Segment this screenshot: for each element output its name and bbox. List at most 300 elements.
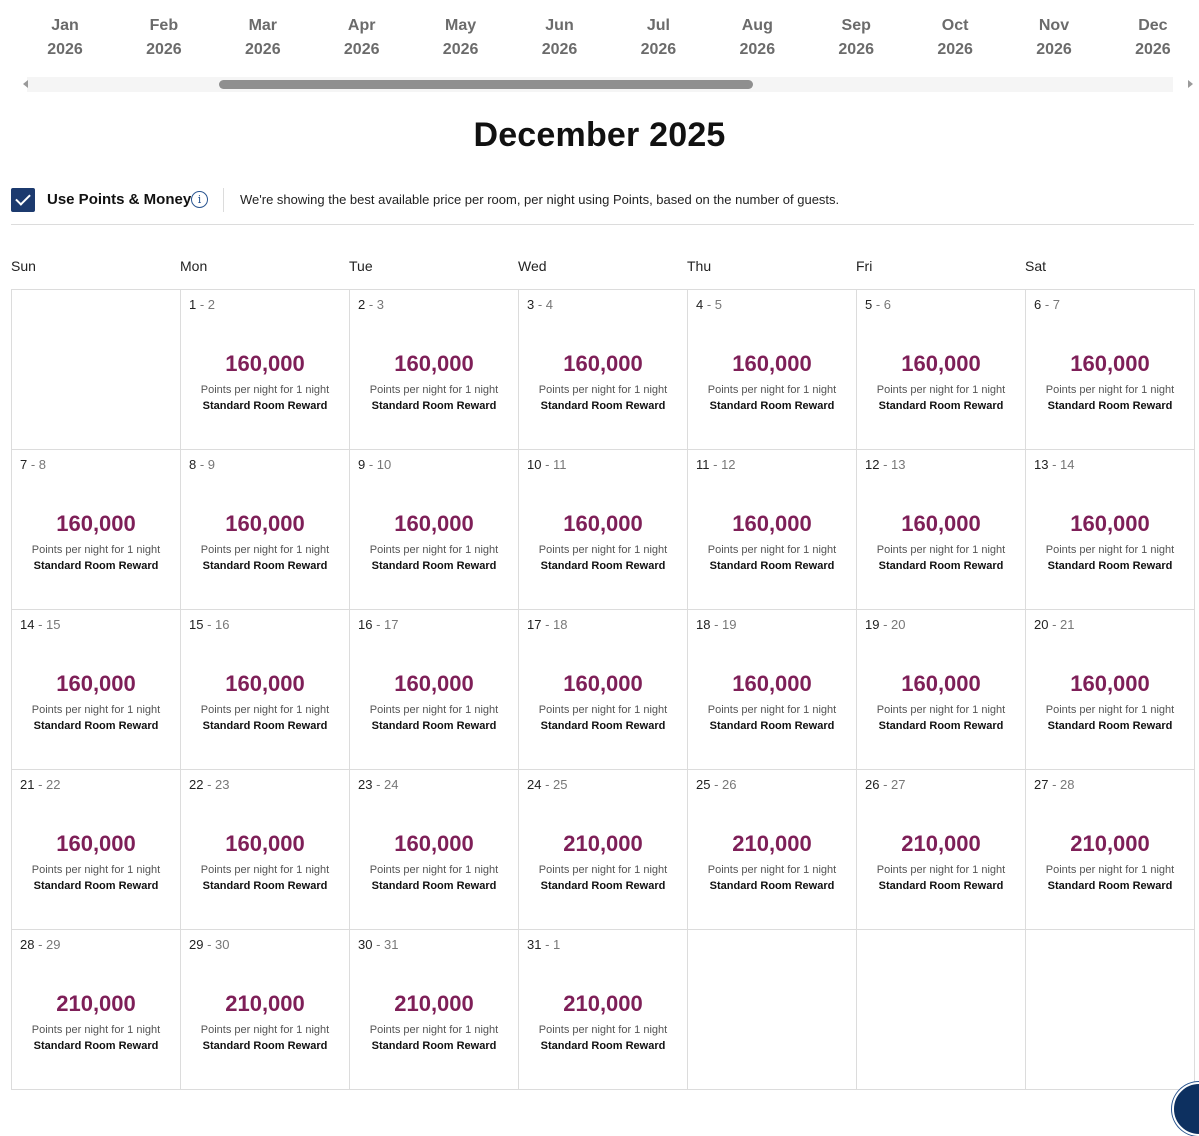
checkin-day: 5	[865, 297, 873, 312]
range-separator: -	[34, 937, 47, 952]
points-price: 160,000	[901, 511, 981, 536]
date-range	[20, 937, 61, 952]
points-money-bar	[11, 186, 1194, 225]
points-caption: Points per night for 1 night	[876, 864, 1006, 876]
date-range	[527, 617, 568, 632]
calendar-day-cell[interactable]	[1026, 770, 1195, 930]
calendar-day-cell[interactable]	[519, 610, 688, 770]
points-price: 160,000	[225, 671, 305, 696]
checkout-day: 28	[1060, 777, 1075, 792]
reward-type: Standard Room Reward	[878, 400, 1004, 412]
checkout-day: 6	[883, 297, 892, 312]
date-range	[696, 297, 722, 312]
points-caption: Points per night for 1 night	[1045, 704, 1175, 716]
weekday-sat: Sat	[1025, 258, 1047, 274]
checkin-day: 19	[865, 617, 880, 632]
checkin-day: 22	[189, 777, 204, 792]
points-price: 210,000	[394, 991, 474, 1016]
reward-type: Standard Room Reward	[1047, 560, 1173, 572]
range-separator: -	[203, 617, 216, 632]
points-price: 160,000	[394, 671, 474, 696]
calendar-day-cell[interactable]	[688, 770, 857, 930]
calendar-cell-empty	[688, 930, 857, 1090]
checkout-day: 4	[545, 297, 554, 312]
points-caption: Points per night for 1 night	[707, 384, 837, 396]
points-price: 160,000	[901, 351, 981, 376]
calendar-day-cell[interactable]	[12, 450, 181, 610]
reward-type: Standard Room Reward	[709, 880, 835, 892]
pricing-info-text: We're showing the best available price per room, per night using Points, based on the number of guests.	[240, 192, 840, 207]
checkin-day: 27	[1034, 777, 1049, 792]
month-navigation	[15, 14, 1185, 62]
date-range	[358, 457, 391, 472]
range-separator: -	[203, 937, 216, 952]
points-caption: Points per night for 1 night	[369, 864, 499, 876]
points-price: 160,000	[563, 511, 643, 536]
checkin-day: 2	[358, 297, 366, 312]
month-tab-month: Jun	[545, 17, 574, 34]
points-price: 160,000	[563, 351, 643, 376]
points-caption: Points per night for 1 night	[707, 704, 837, 716]
reward-type: Standard Room Reward	[1047, 880, 1173, 892]
reward-type: Standard Room Reward	[1047, 400, 1173, 412]
points-price: 160,000	[225, 831, 305, 856]
range-separator: -	[203, 777, 216, 792]
month-tab-feb[interactable]	[114, 14, 214, 62]
calendar-day-cell[interactable]	[519, 450, 688, 610]
checkin-day: 15	[189, 617, 204, 632]
checkout-day: 8	[38, 457, 47, 472]
scrollbar-thumb[interactable]	[219, 80, 753, 89]
reward-type: Standard Room Reward	[33, 1040, 159, 1052]
checkout-day: 1	[553, 937, 561, 952]
checkout-day: 29	[46, 937, 61, 952]
date-range	[1034, 617, 1075, 632]
checkout-day: 25	[553, 777, 568, 792]
points-price: 210,000	[225, 991, 305, 1016]
calendar-day-cell[interactable]	[1026, 610, 1195, 770]
date-range	[20, 777, 61, 792]
reward-type: Standard Room Reward	[202, 1040, 328, 1052]
range-separator: -	[365, 297, 377, 312]
points-caption: Points per night for 1 night	[369, 544, 499, 556]
checkin-day: 6	[1034, 297, 1042, 312]
checkout-day: 23	[215, 777, 230, 792]
calendar-day-cell[interactable]	[181, 290, 350, 450]
month-tab-month: Apr	[347, 17, 376, 34]
date-range	[865, 297, 891, 312]
month-tab-year: 2026	[541, 41, 578, 58]
reward-type: Standard Room Reward	[202, 400, 328, 412]
reward-type: Standard Room Reward	[371, 400, 497, 412]
checkout-day: 22	[46, 777, 61, 792]
month-tab-aug[interactable]	[707, 14, 807, 62]
reward-type: Standard Room Reward	[709, 400, 835, 412]
range-separator: -	[372, 617, 385, 632]
points-caption: Points per night for 1 night	[876, 704, 1006, 716]
weekday-sun: Sun	[11, 258, 36, 274]
reward-type: Standard Room Reward	[33, 560, 159, 572]
reward-type: Standard Room Reward	[540, 720, 666, 732]
range-separator: -	[541, 617, 554, 632]
points-price: 210,000	[901, 831, 981, 856]
checkin-day: 4	[696, 297, 704, 312]
range-separator: -	[27, 457, 39, 472]
month-tab-year: 2026	[739, 41, 776, 58]
points-caption: Points per night for 1 night	[1045, 544, 1175, 556]
range-separator: -	[196, 457, 208, 472]
points-caption: Points per night for 1 night	[538, 864, 668, 876]
points-price: 160,000	[563, 671, 643, 696]
checkmark-icon	[15, 190, 31, 206]
checkout-day: 18	[553, 617, 568, 632]
month-tab-year: 2026	[343, 41, 380, 58]
date-range	[358, 777, 399, 792]
points-price: 210,000	[56, 991, 136, 1016]
calendar-day-cell[interactable]	[12, 610, 181, 770]
calendar-day-cell[interactable]	[350, 770, 519, 930]
checkin-day: 21	[20, 777, 35, 792]
month-tab-mar[interactable]	[213, 14, 313, 62]
points-price: 160,000	[225, 511, 305, 536]
calendar-day-cell[interactable]	[519, 930, 688, 1090]
checkout-day: 13	[891, 457, 906, 472]
range-separator: -	[710, 617, 723, 632]
reward-type: Standard Room Reward	[371, 880, 497, 892]
range-separator: -	[541, 457, 554, 472]
month-tab-month: May	[445, 17, 477, 34]
checkin-day: 25	[696, 777, 711, 792]
date-range	[189, 617, 230, 632]
range-separator: -	[1041, 297, 1053, 312]
reward-type: Standard Room Reward	[33, 720, 159, 732]
range-separator: -	[709, 457, 722, 472]
month-tab-year: 2026	[1036, 41, 1072, 58]
points-caption: Points per night for 1 night	[200, 544, 330, 556]
reward-type: Standard Room Reward	[540, 880, 666, 892]
month-tab-nov[interactable]	[1004, 14, 1104, 62]
points-caption: Points per night for 1 night	[369, 384, 499, 396]
date-range	[1034, 297, 1060, 312]
points-price: 210,000	[563, 991, 643, 1016]
date-range	[20, 617, 61, 632]
chat-button[interactable]	[1172, 1082, 1199, 1136]
points-price: 160,000	[56, 671, 136, 696]
checkout-day: 26	[722, 777, 737, 792]
checkout-day: 3	[376, 297, 385, 312]
checkin-day: 31	[527, 937, 542, 952]
calendar-day-cell[interactable]	[350, 930, 519, 1090]
points-price: 160,000	[56, 831, 136, 856]
range-separator: -	[372, 777, 385, 792]
month-tab-jun[interactable]	[510, 14, 610, 62]
calendar-day-cell[interactable]	[688, 450, 857, 610]
calendar-day-cell[interactable]	[519, 290, 688, 450]
date-range	[358, 617, 399, 632]
date-range	[527, 937, 560, 952]
weekday-thu: Thu	[687, 258, 712, 274]
checkout-day: 17	[384, 617, 399, 632]
calendar-day-cell[interactable]	[181, 930, 350, 1090]
checkin-day: 1	[189, 297, 197, 312]
range-separator: -	[872, 297, 884, 312]
calendar-cell-empty	[12, 290, 181, 450]
checkin-day: 24	[527, 777, 542, 792]
reward-type: Standard Room Reward	[371, 1040, 497, 1052]
date-range	[696, 617, 737, 632]
calendar-day-cell[interactable]	[350, 290, 519, 450]
points-caption: Points per night for 1 night	[200, 384, 330, 396]
range-separator: -	[879, 457, 892, 472]
reward-type: Standard Room Reward	[709, 560, 835, 572]
month-tab-jul[interactable]	[608, 14, 708, 62]
date-range	[865, 617, 906, 632]
checkout-day: 21	[1060, 617, 1075, 632]
reward-type: Standard Room Reward	[540, 560, 666, 572]
date-range	[1034, 457, 1075, 472]
points-caption: Points per night for 1 night	[538, 704, 668, 716]
use-points-money-label[interactable]: Use Points & Money	[47, 191, 192, 208]
points-price: 160,000	[1070, 671, 1150, 696]
month-tab-sep[interactable]	[806, 14, 906, 62]
checkin-day: 9	[358, 457, 366, 472]
checkout-day: 7	[1052, 297, 1061, 312]
month-tab-year: 2026	[245, 41, 281, 58]
points-caption: Points per night for 1 night	[369, 1024, 499, 1036]
scroll-right-arrow-icon[interactable]	[1185, 77, 1197, 92]
range-separator: -	[1048, 457, 1061, 472]
points-price: 160,000	[394, 511, 474, 536]
reward-type: Standard Room Reward	[202, 720, 328, 732]
date-range	[358, 937, 399, 952]
points-price: 160,000	[394, 831, 474, 856]
points-caption: Points per night for 1 night	[31, 544, 161, 556]
month-tab-dec[interactable]	[1103, 14, 1199, 62]
points-caption: Points per night for 1 night	[538, 1024, 668, 1036]
range-separator: -	[1048, 617, 1061, 632]
points-price: 160,000	[56, 511, 136, 536]
info-icon[interactable]: i	[191, 191, 208, 208]
checkout-day: 2	[207, 297, 216, 312]
calendar-day-cell[interactable]	[181, 450, 350, 610]
checkout-day: 12	[721, 457, 736, 472]
date-range	[527, 777, 568, 792]
checkin-day: 16	[358, 617, 373, 632]
checkout-day: 11	[553, 457, 567, 472]
reward-type: Standard Room Reward	[540, 400, 666, 412]
calendar-day-cell[interactable]	[12, 930, 181, 1090]
month-tab-month: Feb	[149, 17, 179, 34]
points-price: 160,000	[225, 351, 305, 376]
month-tab-month: Oct	[941, 17, 969, 34]
range-separator: -	[34, 777, 47, 792]
date-range	[527, 297, 553, 312]
weekday-tue: Tue	[349, 258, 373, 274]
checkin-day: 28	[20, 937, 35, 952]
checkout-day: 14	[1060, 457, 1075, 472]
calendar-day-cell[interactable]	[857, 290, 1026, 450]
calendar-day-cell[interactable]	[1026, 450, 1195, 610]
checkin-day: 17	[527, 617, 542, 632]
checkin-day: 8	[189, 457, 197, 472]
calendar-day-cell[interactable]	[857, 610, 1026, 770]
month-tab-oct[interactable]	[905, 14, 1005, 62]
reward-type: Standard Room Reward	[33, 880, 159, 892]
calendar-day-cell[interactable]	[688, 610, 857, 770]
checkin-day: 7	[20, 457, 28, 472]
calendar-cell-empty	[857, 930, 1026, 1090]
points-price: 160,000	[732, 671, 812, 696]
month-tab-month: Dec	[1138, 17, 1168, 34]
checkin-day: 20	[1034, 617, 1049, 632]
points-caption: Points per night for 1 night	[538, 544, 668, 556]
checkout-day: 24	[384, 777, 399, 792]
month-tab-may[interactable]	[411, 14, 511, 62]
month-tab-month: Aug	[741, 17, 773, 34]
calendar-day-cell[interactable]	[519, 770, 688, 930]
points-caption: Points per night for 1 night	[876, 384, 1006, 396]
calendar-day-cell[interactable]	[350, 610, 519, 770]
scroll-left-arrow-icon[interactable]	[20, 77, 32, 92]
use-points-money-checkbox[interactable]	[11, 188, 35, 212]
points-caption: Points per night for 1 night	[31, 864, 161, 876]
date-range	[865, 457, 906, 472]
points-price: 160,000	[1070, 351, 1150, 376]
calendar-cell-empty	[1026, 930, 1195, 1090]
date-range	[1034, 777, 1075, 792]
points-caption: Points per night for 1 night	[707, 544, 837, 556]
checkin-day: 12	[865, 457, 880, 472]
calendar-day-cell[interactable]	[857, 770, 1026, 930]
month-tab-year: 2026	[640, 41, 677, 58]
range-separator: -	[534, 297, 546, 312]
reward-type: Standard Room Reward	[878, 880, 1004, 892]
calendar-day-cell[interactable]	[350, 450, 519, 610]
points-price: 210,000	[1070, 831, 1150, 856]
month-tab-month: Nov	[1038, 17, 1070, 34]
points-price: 160,000	[901, 671, 981, 696]
checkin-day: 13	[1034, 457, 1049, 472]
checkout-day: 27	[891, 777, 906, 792]
calendar-day-cell[interactable]	[1026, 290, 1195, 450]
date-range	[527, 457, 567, 472]
range-separator: -	[703, 297, 715, 312]
date-range	[696, 457, 736, 472]
checkin-day: 18	[696, 617, 711, 632]
checkout-day: 16	[215, 617, 230, 632]
points-caption: Points per night for 1 night	[200, 1024, 330, 1036]
range-separator: -	[541, 777, 554, 792]
range-separator: -	[365, 457, 377, 472]
points-caption: Points per night for 1 night	[369, 704, 499, 716]
points-caption: Points per night for 1 night	[1045, 384, 1175, 396]
calendar-grid	[11, 289, 1195, 1090]
month-tab-year: 2026	[937, 41, 973, 58]
date-range	[696, 777, 737, 792]
checkin-day: 11	[696, 457, 710, 472]
reward-type: Standard Room Reward	[1047, 720, 1173, 732]
range-separator: -	[879, 777, 892, 792]
range-separator: -	[879, 617, 892, 632]
date-range	[189, 937, 230, 952]
date-range	[189, 777, 230, 792]
range-separator: -	[1048, 777, 1061, 792]
range-separator: -	[34, 617, 47, 632]
weekday-header	[11, 258, 1194, 278]
month-tab-year: 2026	[838, 41, 874, 58]
month-tab-month: Sep	[841, 17, 871, 34]
checkin-day: 10	[527, 457, 542, 472]
calendar-day-cell[interactable]	[181, 610, 350, 770]
checkin-day: 23	[358, 777, 373, 792]
weekday-mon: Mon	[180, 258, 208, 274]
month-tab-year: 2026	[47, 41, 83, 58]
calendar-day-cell[interactable]	[181, 770, 350, 930]
checkout-day: 30	[215, 937, 230, 952]
reward-type: Standard Room Reward	[202, 880, 328, 892]
calendar-month-title: December 2025	[473, 116, 726, 154]
date-range	[865, 777, 906, 792]
checkout-day: 15	[46, 617, 61, 632]
date-range	[20, 457, 46, 472]
range-separator: -	[710, 777, 723, 792]
calendar-day-cell[interactable]	[857, 450, 1026, 610]
checkin-day: 3	[527, 297, 535, 312]
points-caption: Points per night for 1 night	[200, 864, 330, 876]
points-price: 210,000	[563, 831, 643, 856]
month-tab-apr[interactable]	[312, 14, 412, 62]
checkout-day: 10	[376, 457, 392, 472]
points-price: 160,000	[732, 351, 812, 376]
points-caption: Points per night for 1 night	[538, 384, 668, 396]
month-tab-month: Jan	[51, 17, 79, 34]
checkin-day: 29	[189, 937, 204, 952]
checkout-day: 20	[891, 617, 906, 632]
range-separator: -	[196, 297, 208, 312]
points-caption: Points per night for 1 night	[200, 704, 330, 716]
checkin-day: 14	[20, 617, 35, 632]
checkout-day: 31	[384, 937, 399, 952]
points-caption: Points per night for 1 night	[31, 1024, 161, 1036]
reward-type: Standard Room Reward	[371, 720, 497, 732]
points-price: 160,000	[732, 511, 812, 536]
checkout-day: 19	[722, 617, 737, 632]
month-tab-jan[interactable]	[15, 14, 115, 62]
points-caption: Points per night for 1 night	[707, 864, 837, 876]
calendar-day-cell[interactable]	[12, 770, 181, 930]
points-price: 210,000	[732, 831, 812, 856]
reward-type: Standard Room Reward	[371, 560, 497, 572]
month-tab-month: Jul	[646, 17, 670, 34]
points-price: 160,000	[1070, 511, 1150, 536]
weekday-fri: Fri	[856, 258, 873, 274]
reward-type: Standard Room Reward	[878, 560, 1004, 572]
reward-type: Standard Room Reward	[878, 720, 1004, 732]
month-tab-year: 2026	[1135, 41, 1171, 58]
points-caption: Points per night for 1 night	[876, 544, 1006, 556]
date-range	[189, 297, 215, 312]
points-caption: Points per night for 1 night	[31, 704, 161, 716]
reward-type: Standard Room Reward	[202, 560, 328, 572]
divider	[223, 188, 224, 212]
month-tab-year: 2026	[146, 41, 182, 58]
date-range	[189, 457, 215, 472]
reward-type: Standard Room Reward	[540, 1040, 666, 1052]
month-tab-year: 2026	[442, 41, 479, 58]
calendar-day-cell[interactable]	[688, 290, 857, 450]
month-tab-month: Mar	[248, 17, 278, 34]
weekday-wed: Wed	[518, 258, 547, 274]
